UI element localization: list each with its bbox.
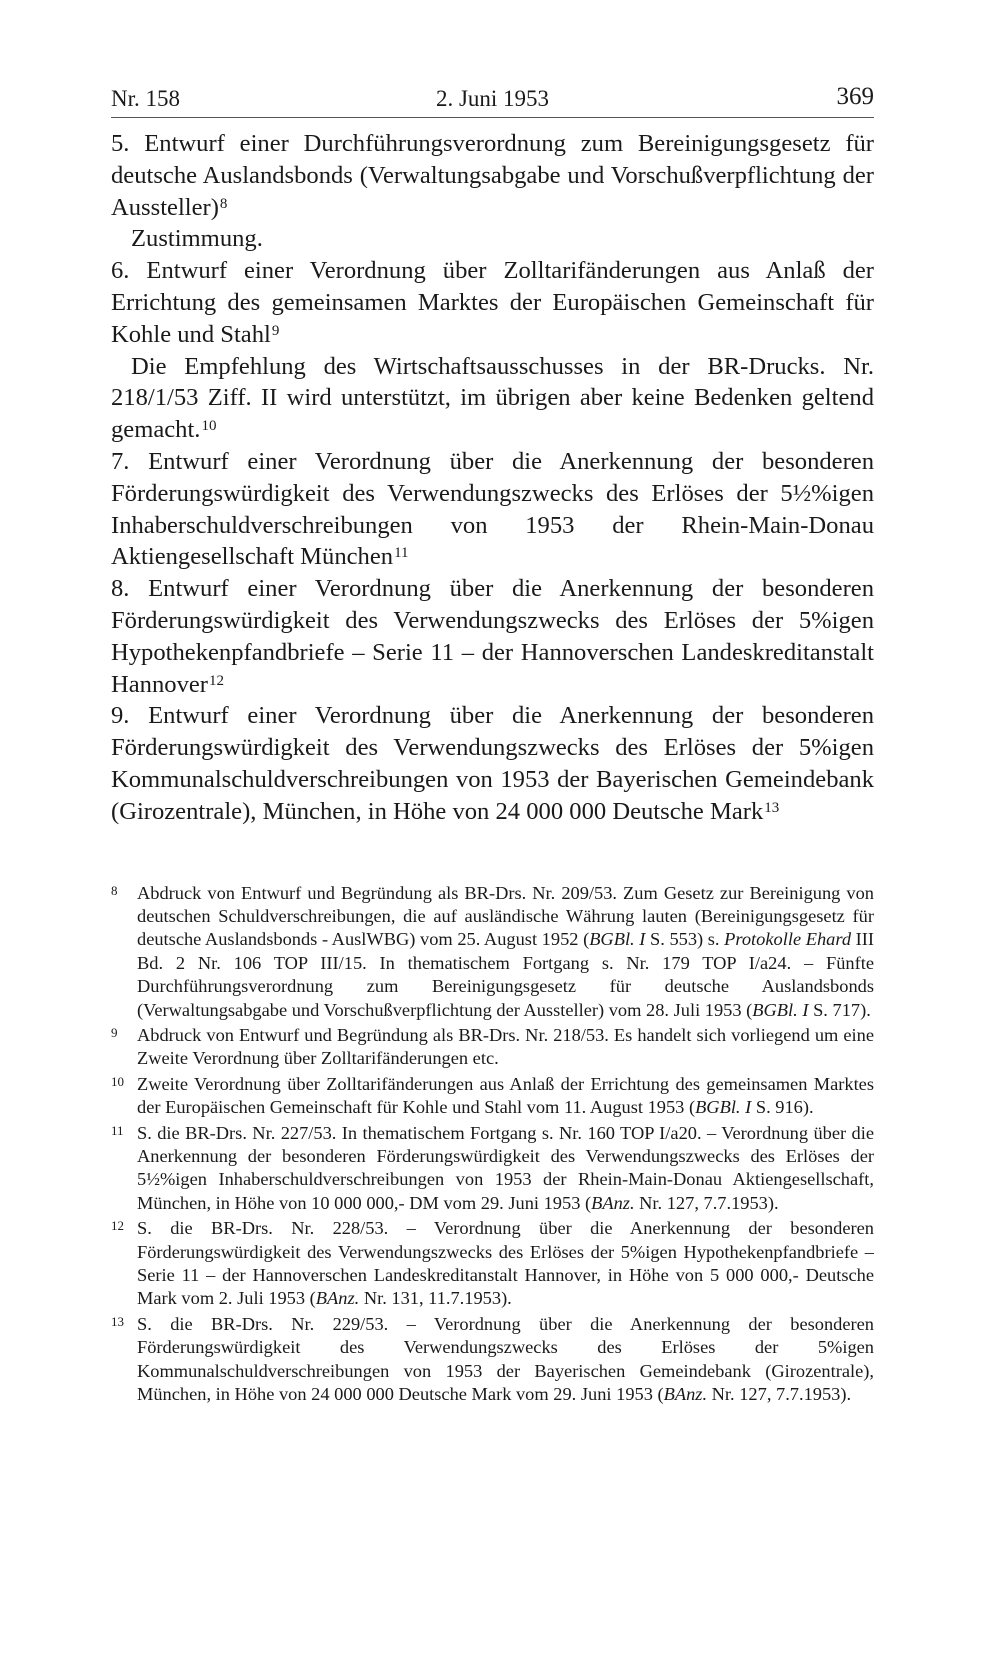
session-date: 2. Juni 1953 <box>435 86 550 111</box>
footnote-number: 9 <box>111 1024 118 1040</box>
footnote-number: 13 <box>111 1313 124 1329</box>
page-number: 369 <box>836 83 874 110</box>
footnote-ref-11[interactable]: 11 <box>394 545 409 562</box>
footnote-ref-12[interactable]: 12 <box>208 672 224 689</box>
running-header <box>111 80 874 114</box>
footnote-number: 12 <box>111 1218 124 1234</box>
footnote-10: 10 Zweite Verordnung über Zolltarifänderungen aus Anlaß der Errichtung des gemeinsamen Marktes der Europäischen Gemeinschaft für Kohle und Stahl vom 11. August 1953 (BGBl. I S. 916). <box>111 1073 874 1118</box>
source-citation: BAnz. <box>315 1288 360 1309</box>
source-citation: BGBl. I <box>695 1097 752 1118</box>
footnote-number: 8 <box>111 882 118 898</box>
document-page <box>111 80 874 1408</box>
source-citation: BGBl. I <box>752 999 809 1020</box>
footnote-9: 9 Abdruck von Entwurf und Begründung als BR-Drs. Nr. 218/53. Es handelt sich vorliegend um eine Zweite Verordnung über Zolltarifänderungen etc. <box>111 1024 874 1069</box>
agenda-item-7: 7. Entwurf einer Verordnung über die Anerkennung der besonderen Förderungswürdigkeit des Verwendungszwecks des Erlöses der 5½%igen Inhaberschuldverschreibungen von 1953 der Rhein-Main-Donau Aktiengesellschaft München$^{11}$ <box>111 447 874 571</box>
source-citation: Protokolle Ehard <box>724 929 852 950</box>
source-citation: BAnz. <box>663 1384 708 1405</box>
footnotes <box>111 882 874 1407</box>
source-citation: BGBl. I <box>589 929 646 950</box>
agenda-item-5: 5. Entwurf einer Durchführungsverordnung zum Bereinigungsgesetz für deutsche Auslandsbonds (Verwaltungsabgabe und Vorschußverpflichtung der Aussteller)$^8$ <box>111 130 874 221</box>
footnote-12: 12 S. die BR-Drs. Nr. 228/53. – Verordnung über die Anerkennung der besonderen Förderungswürdigkeit des Verwendungszwecks des Erlöses der 5%igen Hypothekenpfandbriefe – Serie 11 – der Hannoverschen Landeskreditanstalt Hannover, in Höhe von 5 000 000,- Deutsche Mark vom 2. Juli 1953 (BAnz. Nr. 131, 11.7.1953). <box>111 1218 874 1309</box>
agenda-item-6: 6. Entwurf einer Verordnung über Zolltarifänderungen aus Anlaß der Errichtung des gemeinsamen Marktes der Europäischen Gemeinschaft für Kohle und Stahl$^9$ <box>111 257 874 348</box>
footnote-ref-9[interactable]: 9 <box>271 322 280 339</box>
footnote-11: 11 S. die BR-Drs. Nr. 227/53. In thematischem Fortgang s. Nr. 160 TOP I/a20. – Verordnung über die Anerkennung der besonderen Förderungswürdigkeit des Verwendungszwecks des Erlöses der 5½%igen Inhaberschuldverschreibungen von 1953 der Rhein-Main-Donau Aktiengesellschaft, München, in Höhe von 10 000 000,- DM vom 29. Juni 1953 (BAnz. Nr. 127, 7.7.1953). <box>111 1122 874 1213</box>
footnote-ref-10[interactable]: 10 <box>201 418 217 435</box>
footnote-number: 10 <box>111 1073 124 1089</box>
issue-number: Nr. 158 <box>111 86 180 111</box>
agenda-item-5-decision: Zustimmung. <box>131 225 263 253</box>
footnote-ref-13[interactable]: 13 <box>764 799 780 816</box>
header-rule <box>111 117 874 118</box>
agenda-item-8: 8. Entwurf einer Verordnung über die Anerkennung der besonderen Förderungswürdigkeit des Verwendungszwecks des Erlöses der 5%igen Hypothekenpfandbriefe – Serie 11 – der Hannoverschen Landeskreditanstalt Hannover$^{12}$ <box>111 575 874 698</box>
footnote-number: 11 <box>111 1122 124 1138</box>
agenda-item-9: 9. Entwurf einer Verordnung über die Anerkennung der besonderen Förderungswürdigkeit des Verwendungszwecks des Erlöses der 5%igen Kommunalschuldverschreibungen von 1953 der Bayerischen Gemeindebank (Girozentrale), München, in Höhe von 24 000 000 Deutsche Mark$^{13}$ <box>111 702 874 825</box>
footnote-8: 8 Abdruck von Entwurf und Begründung als BR-Drs. Nr. 209/53. Zum Gesetz zur Bereinigung von deutschen Schuldverschreibungen, die auf ausländische Währung lauten (Bereinigungsgesetz für deutsche Auslandsbonds - AuslWBG) vom 25. August 1952 (BGBl. I S. 553) s. Protokolle Ehard III Bd. 2 Nr. 106 TOP III/15. In thematischem Fortgang s. Nr. 179 TOP I/a24. – Fünfte Durchführungsverordnung zum Bereinigungsgesetz für deutsche Auslandsbonds (Verwaltungsabgabe und Vorschußverpflichtung der Aussteller) vom 28. Juli 1953 (BGBl. I S. 717). <box>111 882 874 1020</box>
footnote-ref-8[interactable]: 8 <box>219 195 228 212</box>
footnote-13: 13 S. die BR-Drs. Nr. 229/53. – Verordnung über die Anerkennung der besonderen Förderungswürdigkeit des Verwendungszwecks des Erlöses der 5%igen Kommunalschuldverschreibungen von 1953 der Bayerischen Gemeindebank (Girozentrale), München, in Höhe von 24 000 000 Deutsche Mark vom 29. Juni 1953 (BAnz. Nr. 127, 7.7.1953). <box>111 1313 874 1405</box>
agenda-item-6-decision: Die Empfehlung des Wirtschaftsausschusses in der BR-Drucks. Nr. 218/1/53 Ziff. II wird unterstützt, im übrigen aber keine Bedenken geltend gemacht.$^{10}$ <box>111 352 874 444</box>
source-citation: BAnz. <box>591 1192 635 1213</box>
body-text <box>111 128 874 828</box>
